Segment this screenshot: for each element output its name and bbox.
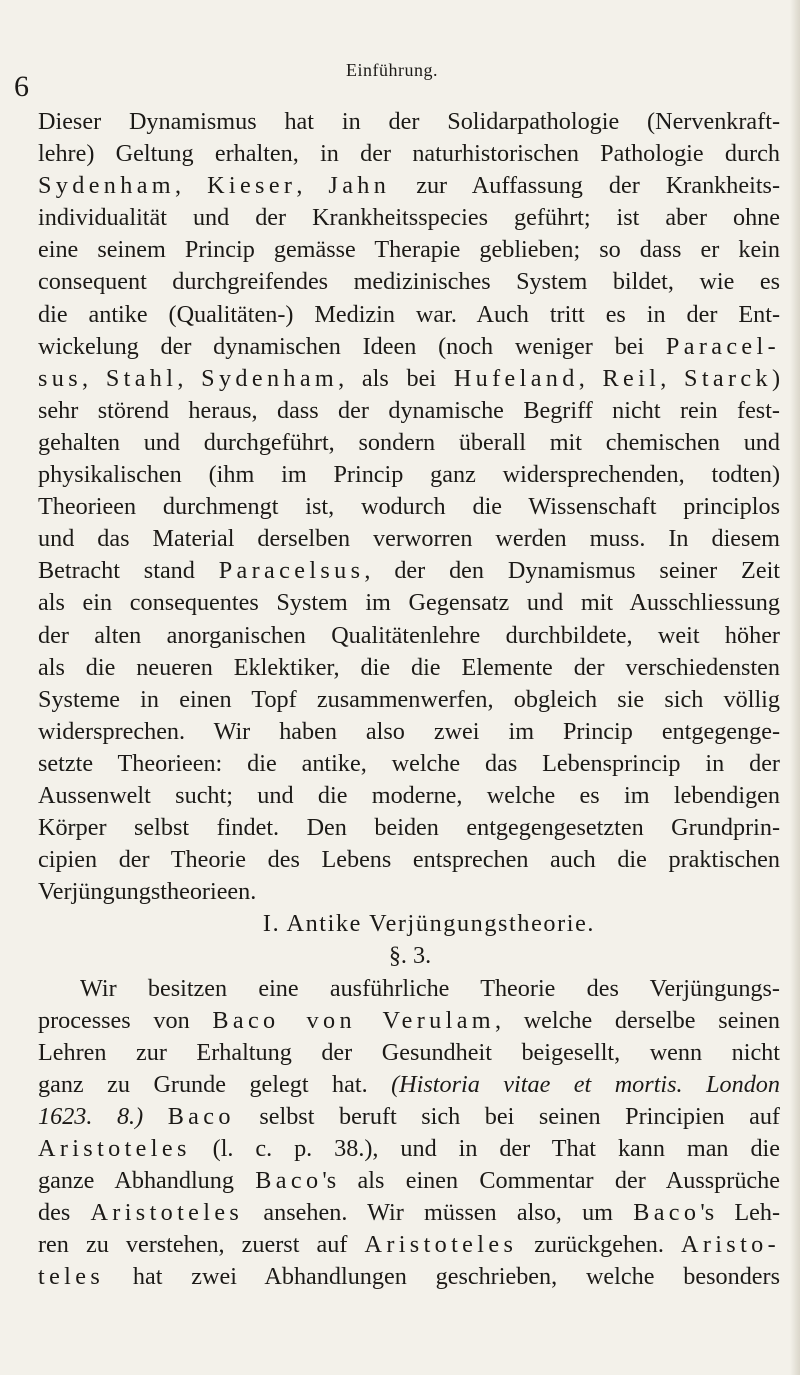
text-line: 1623. 8.) Baco selbst beruft sich bei seinen Principien auf bbox=[38, 1102, 780, 1130]
person-name: Paracelsus bbox=[218, 557, 365, 585]
text-line: als ein consequentes System im Gegensatz und mit Ausschliessung bbox=[38, 589, 780, 617]
text-line: Lehren zur Erhaltung der Gesundheit beigesellt, wenn nicht bbox=[38, 1038, 780, 1066]
person-name: Baco von Verulam bbox=[212, 1006, 495, 1034]
person-name: Aristo- bbox=[681, 1231, 781, 1259]
person-name: teles bbox=[38, 1263, 105, 1291]
text-line: sehr störend heraus, dass der dynamische Begriff nicht rein fest- bbox=[38, 396, 780, 424]
text-line: Aussenwelt sucht; und die moderne, welche es im lebendigen bbox=[38, 781, 780, 809]
text-line: und das Material derselben verworren werden muss. In diesem bbox=[38, 525, 780, 553]
text-line: physikalischen (ihm im Princip ganz widersprechenden, todten) bbox=[38, 461, 780, 489]
person-name: Baco bbox=[167, 1102, 235, 1130]
person-name: Stahl bbox=[105, 364, 178, 392]
text-line: Aristoteles (l. c. p. 38.), und in der That kann man die bbox=[38, 1135, 780, 1162]
person-name: Sydenham bbox=[201, 364, 339, 392]
page-number: 6 bbox=[14, 70, 29, 103]
text-line: Systeme in einen Topf zusammenwerfen, obgleich sie sich völlig bbox=[38, 685, 780, 713]
text-line: ganze Abhandlung Baco's als einen Commentar der Aussprüche bbox=[38, 1167, 780, 1195]
person-name: Baco bbox=[633, 1199, 701, 1227]
body-text bbox=[38, 106, 780, 1293]
section-mark: §. 3. bbox=[388, 942, 432, 970]
text-line: Wir besitzen eine ausführliche Theorie des Verjüngungs- bbox=[80, 974, 780, 1002]
text-line: individualität und der Krankheitsspecies geführt; ist aber ohne bbox=[38, 204, 780, 232]
person-name: Starck bbox=[684, 364, 772, 392]
text-line: ren zu verstehen, zuerst auf Aristoteles zurückgehen. Aristo- bbox=[38, 1231, 781, 1259]
text-line: Sydenham, Kieser, Jahn zur Auffassung der Krankheits- bbox=[38, 172, 781, 200]
person-name: Kieser bbox=[207, 172, 297, 200]
citation: (Historia vitae et mortis. London bbox=[391, 1070, 780, 1098]
text-line: gehalten und durchgeführt, sondern überall mit chemischen und bbox=[38, 428, 780, 456]
person-name: Hufeland bbox=[453, 364, 579, 392]
text-line: Dieser Dynamismus hat in der Solidarpathologie (Nervenkraft- bbox=[38, 108, 780, 135]
text-line: consequent durchgreifendes medizinisches System bildet, wie es bbox=[38, 268, 780, 296]
person-name: Aristoteles bbox=[90, 1199, 244, 1227]
text-line: teles hat zwei Abhandlungen geschrieben, welche besonders bbox=[38, 1263, 780, 1291]
text-line: cipien der Theorie des Lebens entsprechen auch die praktischen bbox=[38, 846, 780, 874]
section-heading: I. Antike Verjüngungstheorie. bbox=[262, 910, 596, 938]
text-line: ganz zu Grunde gelegt hat. (Historia vitae et mortis. London bbox=[38, 1070, 780, 1098]
page-edge-shadow bbox=[790, 0, 800, 1375]
text-line: Betracht stand Paracelsus, der den Dynamismus seiner Zeit bbox=[38, 557, 781, 585]
person-name: Aristoteles bbox=[38, 1135, 191, 1162]
citation: 1623. 8.) bbox=[38, 1102, 168, 1130]
person-name: sus bbox=[38, 364, 82, 392]
text-line: Körper selbst findet. Den beiden entgegengesetzten Grundprin- bbox=[38, 814, 780, 842]
running-title: Einführung. bbox=[346, 60, 438, 80]
text-line: processes von Baco von Verulam, welche derselbe seinen bbox=[38, 1006, 780, 1034]
text-line: wickelung der dynamischen Ideen (noch weniger bei Paracel- bbox=[38, 332, 780, 360]
text-line: die antike (Qualitäten-) Medizin war. Auch tritt es in der Ent- bbox=[38, 300, 780, 328]
running-head bbox=[0, 52, 800, 103]
person-name: Paracel- bbox=[665, 332, 780, 360]
text-line: lehre) Geltung erhalten, in der naturhistorischen Pathologie durch bbox=[38, 140, 780, 168]
text-line: Verjüngungstheorieen. bbox=[38, 878, 257, 906]
text-line: widersprechen. Wir haben also zwei im Princip entgegenge- bbox=[38, 717, 780, 745]
text-line: sus, Stahl, Sydenham, als bei Hufeland, Reil, Starck) bbox=[38, 364, 781, 392]
text-line: setzte Theorieen: die antike, welche das Lebensprincip in der bbox=[38, 749, 780, 777]
person-name: Baco bbox=[255, 1167, 323, 1195]
person-name: Reil bbox=[602, 364, 661, 392]
text-line: des Aristoteles ansehen. Wir müssen also, um Baco's Leh- bbox=[38, 1199, 781, 1227]
text-line: der alten anorganischen Qualitätenlehre durchbildete, weit höher bbox=[38, 621, 780, 649]
person-name: Aristoteles bbox=[364, 1231, 518, 1259]
text-line: eine seinem Princip gemässe Therapie geblieben; so dass er kein bbox=[38, 236, 780, 264]
person-name: Jahn bbox=[328, 172, 391, 200]
text-line: als die neueren Eklektiker, die die Elemente der verschiedensten bbox=[38, 653, 780, 681]
person-name: Sydenham bbox=[38, 172, 175, 200]
text-line: Theorieen durchmengt ist, wodurch die Wissenschaft principlos bbox=[38, 493, 780, 521]
